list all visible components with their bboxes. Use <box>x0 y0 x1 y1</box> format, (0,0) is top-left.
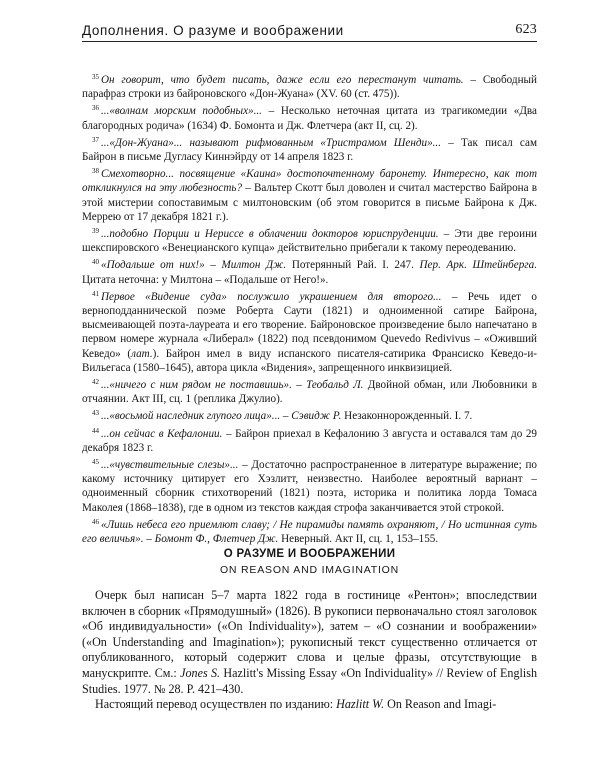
endnote-37 <box>82 133 537 164</box>
paragraph-text: Настоящий перевод осуществлен по изданию: <box>95 697 337 712</box>
note-quote: Смехотворно... посвящение «Каина» достопочтенному баронету. Интересно, как тот откликнулся на эту любезность? <box>82 168 537 195</box>
note-number: 44 <box>92 426 99 435</box>
note-quote: «Лишь небеса его приемлют славу; / Не пирамиды память охраняют, / Но истинная суть его величья». – Бомонт Ф., Флетчер Дж. <box>82 518 537 546</box>
endnote-43 <box>82 406 537 423</box>
endnotes-list <box>82 70 537 546</box>
endnote-39 <box>82 224 537 255</box>
note-number: 43 <box>92 409 99 418</box>
note-quote: ...подобно Порции и Нериссе в облачении докторов юриспруденции. <box>101 228 439 241</box>
note-quote: ...«волнам морским подобных»... <box>101 105 262 118</box>
note-quote: Он говорит, что будет писать, даже если его перестанут читать. <box>101 74 464 86</box>
note-text: – Эти две героини шекспировского «Венецианского купца» действительно прибегали к такому переодеванию. <box>82 228 537 255</box>
cited-author: Jones S. <box>180 665 221 680</box>
body-paragraph <box>82 588 537 697</box>
note-number: 42 <box>92 378 99 387</box>
note-number: 39 <box>92 227 99 236</box>
note-quote: «Подальше от них!» – Милтон Дж. <box>101 259 287 272</box>
note-text: Незаконнорожденный. I. 7. <box>341 410 473 423</box>
section-subtitle: ON REASON AND IMAGINATION <box>219 564 400 576</box>
note-text: – Несколько неточная цитата из трагикомедии «Два благородных родича» (1634) Ф. Бомонта и Дж. Флетчера (акт II, сц. 2). <box>82 105 537 132</box>
endnote-45 <box>82 455 537 515</box>
running-header <box>82 14 537 42</box>
note-number: 38 <box>92 167 99 176</box>
note-quote: ...«ничего с ним рядом не поставишь». – Теобальд Л. <box>101 379 364 392</box>
note-text: – Так писал сам Байрон в письме Дугласу Киннэйрду от 14 апреля 1823 г. <box>82 136 537 164</box>
note-number: 37 <box>92 135 99 144</box>
note-quote: ...он сейчас в Кефалонии. <box>101 427 223 440</box>
endnote-35 <box>82 70 537 101</box>
note-number: 40 <box>92 258 99 267</box>
note-text: Двойной обман, или Любовники в отчаянии. Акт III, сц. 1 (реплика Джулио). <box>82 379 538 406</box>
note-number: 36 <box>92 104 99 113</box>
page-number: 623 <box>515 22 537 37</box>
paragraph-text: Hazlitt's Missing Essay «On Individuality» // Review of English Studies. 1977. № 28. P. 421–430. <box>82 665 537 696</box>
body-paragraph <box>82 697 537 713</box>
note-quote: Первое «Видение суда» послужило украшением для второго... <box>101 290 442 303</box>
note-text-2: ). Байрон имел в виду испанского писателя-сатирика Франсиско Кеведо-и-Вильегаса (1580–1645), автора цикла «Видения», запрещенного инквизицией. <box>82 347 538 374</box>
cited-author: Hazlitt W. <box>336 697 385 712</box>
endnote-38 <box>82 164 537 224</box>
paragraph-text: Очерк был написан 5–7 марта 1822 года в гостинице «Рентон»; впоследствии включен в сборник «Прямодушный» (1826). В рукописи первоначально стоял заголовок «Об индивидуальности» («On Individuality»), затем – «О сознании и воображении» («On Understanding and Imagination»); рукописный текст существенно отличается от опубликованного, который содержит слова и целые фразы, отсутствующие в манускрипте. См.: <box>82 588 537 680</box>
note-text-2: Цитата неточна: у Милтона – «Подальше от Него!». <box>82 273 329 286</box>
endnote-41 <box>82 287 537 375</box>
note-text: – Речь идет о верноподданнической поэме Роберта Саути (1821) и одноименной сатире Байрона, высмеивающей поэта-лауреата и его творение. Байроновское произведение было напечатано в первом номере журнала «Либерал» (1822) под псевдонимом Quevedo Redivivus – «Оживший Кеведо» ( <box>82 290 538 360</box>
note-text: – Байрон приехал в Кефалонию 3 августа и оставался там до 29 декабря 1823 г. <box>82 427 537 454</box>
endnote-44 <box>82 424 537 455</box>
note-quote: ...«восьмой наследник глупого лица»... – Сэвидж Р. <box>101 410 342 423</box>
section-body <box>82 588 537 713</box>
running-title: Дополнения. О разуме и воображении <box>82 23 344 38</box>
note-text: – Вальтер Скотт был доволен и считал мастерство Байрона в этой мистерии сопоставимым с милтоновским (об этом говорится в письме Байрона к Дж. Меррею от 17 декабря 1821 г.). <box>82 182 537 223</box>
note-text: – Свободный парафраз строки из байроновского «Дон-Жуана» (XV. 60 (ст. 475)). <box>82 74 538 101</box>
note-quote-2: Пер. Арк. Штейнберга. <box>419 259 537 272</box>
note-quote: ...«Дон-Жуана»... называют рифмованным «Тристрамом Шенди»... <box>101 136 441 149</box>
note-number: 45 <box>92 458 99 467</box>
endnote-36 <box>82 101 537 132</box>
note-quote: ...«чувствительные слезы»... <box>101 459 239 472</box>
note-number: 35 <box>92 73 99 81</box>
endnote-46 <box>82 515 537 546</box>
endnote-40 <box>82 255 537 286</box>
endnote-42 <box>82 375 537 406</box>
note-text: Потерянный Рай. I. 247. <box>286 259 420 272</box>
note-text: Неверный. Акт II, сц. 1, 153–155. <box>278 533 439 546</box>
note-quote-2: лат. <box>131 347 153 360</box>
paragraph-text: On Reason and Imagi- <box>384 697 497 712</box>
note-number: 41 <box>92 289 99 298</box>
section-title: О РАЗУМЕ И ВООБРАЖЕНИИ <box>223 548 396 560</box>
note-text: – Достаточно распространенное в литературе выражение; по какому источнику цитирует его Хэзлитт, неизвестно. Наиболее вероятный вариант – одноименный сборник стихотворений (1821) поэта, историка и политика лорда Томаса Маколея (1868–1838), где в одном из текстов каждая строфа заканчивается этой строкой. <box>82 459 537 514</box>
note-number: 46 <box>92 517 99 526</box>
